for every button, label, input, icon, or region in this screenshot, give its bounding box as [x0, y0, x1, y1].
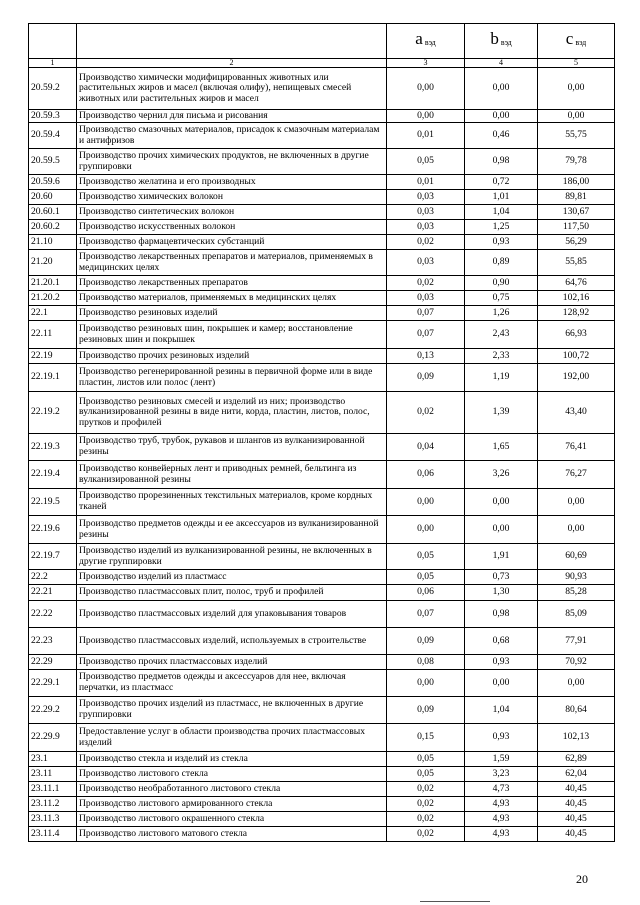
value-a: 0,00 — [387, 110, 465, 123]
row-name: Производство химических волокон — [77, 190, 387, 205]
value-c: 64,76 — [538, 276, 615, 291]
row-code: 23.11 — [29, 767, 77, 782]
value-b: 0,93 — [465, 724, 538, 752]
header-a-letter: a — [415, 28, 423, 48]
value-a: 0,02 — [387, 782, 465, 797]
table-row — [29, 364, 615, 392]
row-name: Производство регенерированной резины в первичной форме или в виде пластин, листов или полос (лент) — [77, 364, 387, 392]
header-c-letter: c — [565, 28, 574, 48]
value-a: 0,02 — [387, 812, 465, 827]
value-a: 0,05 — [387, 767, 465, 782]
value-a: 0,01 — [387, 123, 465, 149]
row-code: 22.19.2 — [29, 392, 77, 434]
value-a: 0,07 — [387, 321, 465, 349]
row-code: 20.59.4 — [29, 123, 77, 149]
row-name: Производство прочих изделий из пластмасс, не включенных в другие группировки — [77, 697, 387, 724]
value-c: 77,91 — [538, 628, 615, 655]
row-name: Производство лекарственных препаратов — [77, 276, 387, 291]
table-row — [29, 276, 615, 291]
row-name: Производство химически модифицированных животных или растительных жиров и масел (включая олифу), непищевых смесей животных или растительных жиров и масел — [77, 68, 387, 110]
value-a: 0,00 — [387, 68, 465, 110]
row-code: 22.23 — [29, 628, 77, 655]
row-name: Производство листового армированного стекла — [77, 797, 387, 812]
value-b: 1,39 — [465, 392, 538, 434]
row-code: 20.59.6 — [29, 175, 77, 190]
value-c: 130,67 — [538, 205, 615, 220]
value-b: 0,73 — [465, 570, 538, 585]
value-b: 0,00 — [465, 489, 538, 516]
value-c: 90,93 — [538, 570, 615, 585]
row-name: Производство прорезиненных текстильных материалов, кроме кордных тканей — [77, 489, 387, 516]
value-a: 0,05 — [387, 752, 465, 767]
value-a: 0,02 — [387, 392, 465, 434]
value-a: 0,02 — [387, 797, 465, 812]
value-a: 0,09 — [387, 628, 465, 655]
value-a: 0,13 — [387, 349, 465, 364]
table-row — [29, 570, 615, 585]
row-code: 21.20.2 — [29, 291, 77, 306]
value-b: 1,19 — [465, 364, 538, 392]
table-row — [29, 190, 615, 205]
header-code-cell — [29, 24, 77, 59]
value-c: 85,28 — [538, 585, 615, 601]
table-row — [29, 697, 615, 724]
value-a: 0,09 — [387, 364, 465, 392]
row-code: 20.60.2 — [29, 220, 77, 235]
row-code: 23.1 — [29, 752, 77, 767]
row-code: 23.11.1 — [29, 782, 77, 797]
table-row — [29, 767, 615, 782]
row-name: Производство предметов одежды и аксессуаров для нее, включая перчатки, из пластмасс — [77, 670, 387, 697]
value-a: 0,00 — [387, 670, 465, 697]
row-code: 20.59.2 — [29, 68, 77, 110]
row-code: 22.11 — [29, 321, 77, 349]
row-code: 22.29 — [29, 655, 77, 670]
row-name: Производство искусственных волокон — [77, 220, 387, 235]
row-name: Производство пластмассовых изделий, используемых в строительстве — [77, 628, 387, 655]
header-a-cell — [387, 24, 465, 59]
value-b: 1,65 — [465, 434, 538, 461]
row-name: Производство конвейерных лент и приводных ремней, бельтинга из вулканизированной резины — [77, 461, 387, 489]
table-row — [29, 516, 615, 544]
value-c: 80,64 — [538, 697, 615, 724]
table-row — [29, 670, 615, 697]
column-index: 4 — [465, 59, 538, 68]
value-a: 0,06 — [387, 585, 465, 601]
value-a: 0,02 — [387, 276, 465, 291]
value-a: 0,07 — [387, 601, 465, 628]
value-b: 0,00 — [465, 110, 538, 123]
value-a: 0,04 — [387, 434, 465, 461]
value-b: 0,75 — [465, 291, 538, 306]
table-row — [29, 724, 615, 752]
row-name: Производство изделий из пластмасс — [77, 570, 387, 585]
row-name: Производство резиновых смесей и изделий из них; производство вулканизированной резины в виде нити, корда, пластин, листов, полос, прутков и профилей — [77, 392, 387, 434]
row-name: Производство желатина и его производных — [77, 175, 387, 190]
value-b: 0,98 — [465, 149, 538, 175]
value-b: 1,91 — [465, 544, 538, 570]
value-a: 0,00 — [387, 489, 465, 516]
value-c: 102,13 — [538, 724, 615, 752]
value-b: 2,33 — [465, 349, 538, 364]
value-a: 0,08 — [387, 655, 465, 670]
value-a: 0,03 — [387, 220, 465, 235]
value-a: 0,02 — [387, 827, 465, 842]
row-code: 22.19.7 — [29, 544, 77, 570]
row-code: 22.19.1 — [29, 364, 77, 392]
value-b: 4,93 — [465, 827, 538, 842]
row-name: Производство листового матового стекла — [77, 827, 387, 842]
value-c: 40,45 — [538, 797, 615, 812]
row-name: Производство синтетических волокон — [77, 205, 387, 220]
row-name: Производство прочих пластмассовых изделий — [77, 655, 387, 670]
value-c: 85,09 — [538, 601, 615, 628]
table-row — [29, 392, 615, 434]
column-index-row — [29, 59, 615, 68]
table-row — [29, 461, 615, 489]
table-row — [29, 349, 615, 364]
value-a: 0,01 — [387, 175, 465, 190]
value-b: 2,43 — [465, 321, 538, 349]
value-b: 4,73 — [465, 782, 538, 797]
value-c: 89,81 — [538, 190, 615, 205]
table-row — [29, 68, 615, 110]
row-name: Производство предметов одежды и ее аксессуаров из вулканизированной резины — [77, 516, 387, 544]
table-row — [29, 812, 615, 827]
header-c-sub: вэд — [575, 37, 587, 47]
row-code: 20.59.5 — [29, 149, 77, 175]
table-row — [29, 321, 615, 349]
table-row — [29, 797, 615, 812]
value-b: 0,00 — [465, 516, 538, 544]
value-b: 1,04 — [465, 205, 538, 220]
header-a-sub: вэд — [424, 37, 436, 47]
row-code: 22.19.4 — [29, 461, 77, 489]
value-c: 40,45 — [538, 782, 615, 797]
value-c: 117,50 — [538, 220, 615, 235]
column-index: 2 — [77, 59, 387, 68]
value-c: 76,41 — [538, 434, 615, 461]
row-name: Производство пластмассовых изделий для упаковывания товаров — [77, 601, 387, 628]
column-index: 5 — [538, 59, 615, 68]
table-row — [29, 628, 615, 655]
value-b: 0,89 — [465, 250, 538, 276]
value-c: 70,92 — [538, 655, 615, 670]
header-b-sub: вэд — [500, 37, 512, 47]
value-b: 4,93 — [465, 812, 538, 827]
row-name: Производство труб, трубок, рукавов и шлангов из вулканизированной резины — [77, 434, 387, 461]
row-name: Производство пластмассовых плит, полос, труб и профилей — [77, 585, 387, 601]
column-index: 3 — [387, 59, 465, 68]
value-a: 0,05 — [387, 544, 465, 570]
value-c: 79,78 — [538, 149, 615, 175]
value-b: 1,26 — [465, 306, 538, 321]
row-name: Производство резиновых изделий — [77, 306, 387, 321]
row-name: Производство лекарственных препаратов и материалов, применяемых в медицинских целях — [77, 250, 387, 276]
value-a: 0,06 — [387, 461, 465, 489]
table-row — [29, 306, 615, 321]
header-b-letter: b — [490, 28, 499, 48]
table-row — [29, 149, 615, 175]
table-row — [29, 544, 615, 570]
row-name: Производство стекла и изделий из стекла — [77, 752, 387, 767]
value-a: 0,07 — [387, 306, 465, 321]
value-c: 62,89 — [538, 752, 615, 767]
row-name: Производство смазочных материалов, присадок к смазочным материалам и антифризов — [77, 123, 387, 149]
header-row — [29, 24, 615, 59]
row-code: 22.29.9 — [29, 724, 77, 752]
value-a: 0,03 — [387, 190, 465, 205]
row-name: Производство прочих химических продуктов, не включенных в другие группировки — [77, 149, 387, 175]
value-b: 1,01 — [465, 190, 538, 205]
row-code: 22.29.1 — [29, 670, 77, 697]
value-b: 1,04 — [465, 697, 538, 724]
row-code: 23.11.3 — [29, 812, 77, 827]
table-row — [29, 250, 615, 276]
header-name-cell — [77, 24, 387, 59]
value-c: 55,75 — [538, 123, 615, 149]
row-code: 22.19 — [29, 349, 77, 364]
value-c: 0,00 — [538, 489, 615, 516]
value-c: 76,27 — [538, 461, 615, 489]
value-c: 192,00 — [538, 364, 615, 392]
row-code: 23.11.2 — [29, 797, 77, 812]
table-row — [29, 489, 615, 516]
value-b: 3,23 — [465, 767, 538, 782]
row-code: 23.11.4 — [29, 827, 77, 842]
value-b: 1,30 — [465, 585, 538, 601]
value-c: 186,00 — [538, 175, 615, 190]
value-c: 55,85 — [538, 250, 615, 276]
row-code: 22.21 — [29, 585, 77, 601]
table-row — [29, 434, 615, 461]
value-b: 0,98 — [465, 601, 538, 628]
value-b: 0,46 — [465, 123, 538, 149]
value-a: 0,05 — [387, 149, 465, 175]
value-a: 0,15 — [387, 724, 465, 752]
row-name: Производство материалов, применяемых в медицинских целях — [77, 291, 387, 306]
row-code: 21.10 — [29, 235, 77, 250]
value-b: 0,00 — [465, 670, 538, 697]
value-b: 1,25 — [465, 220, 538, 235]
row-name: Производство листового стекла — [77, 767, 387, 782]
table-row — [29, 827, 615, 842]
row-code: 22.22 — [29, 601, 77, 628]
value-c: 43,40 — [538, 392, 615, 434]
value-a: 0,00 — [387, 516, 465, 544]
value-b: 0,68 — [465, 628, 538, 655]
row-code: 22.29.2 — [29, 697, 77, 724]
value-c: 40,45 — [538, 827, 615, 842]
value-a: 0,03 — [387, 205, 465, 220]
value-c: 56,29 — [538, 235, 615, 250]
value-b: 1,59 — [465, 752, 538, 767]
row-name: Производство прочих резиновых изделий — [77, 349, 387, 364]
value-c: 66,93 — [538, 321, 615, 349]
value-a: 0,03 — [387, 250, 465, 276]
value-b: 0,93 — [465, 235, 538, 250]
row-name: Производство необработанного листового стекла — [77, 782, 387, 797]
table-row — [29, 291, 615, 306]
coefficients-table — [28, 23, 615, 842]
row-code: 21.20.1 — [29, 276, 77, 291]
row-code: 20.59.3 — [29, 110, 77, 123]
row-code: 21.20 — [29, 250, 77, 276]
row-code: 20.60 — [29, 190, 77, 205]
table-row — [29, 235, 615, 250]
value-a: 0,05 — [387, 570, 465, 585]
header-b-cell — [465, 24, 538, 59]
value-c: 128,92 — [538, 306, 615, 321]
table-row — [29, 175, 615, 190]
value-a: 0,09 — [387, 697, 465, 724]
table-row — [29, 782, 615, 797]
table-row — [29, 123, 615, 149]
header-c-cell — [538, 24, 615, 59]
value-a: 0,03 — [387, 291, 465, 306]
value-b: 0,72 — [465, 175, 538, 190]
value-b: 0,93 — [465, 655, 538, 670]
row-name: Производство резиновых шин, покрышек и камер; восстановление резиновых шин и покрышек — [77, 321, 387, 349]
value-c: 0,00 — [538, 110, 615, 123]
value-c: 102,16 — [538, 291, 615, 306]
row-name: Производство фармацевтических субстанций — [77, 235, 387, 250]
table-row — [29, 752, 615, 767]
value-c: 0,00 — [538, 516, 615, 544]
table-row — [29, 655, 615, 670]
value-c: 62,04 — [538, 767, 615, 782]
table-row — [29, 110, 615, 123]
value-c: 0,00 — [538, 670, 615, 697]
value-b: 0,90 — [465, 276, 538, 291]
value-c: 0,00 — [538, 68, 615, 110]
table-row — [29, 601, 615, 628]
row-code: 22.19.6 — [29, 516, 77, 544]
value-c: 60,69 — [538, 544, 615, 570]
row-name: Предоставление услуг в области производства прочих пластмассовых изделий — [77, 724, 387, 752]
row-name: Производство чернил для письма и рисования — [77, 110, 387, 123]
column-index: 1 — [29, 59, 77, 68]
row-code: 22.2 — [29, 570, 77, 585]
value-b: 4,93 — [465, 797, 538, 812]
table-row — [29, 220, 615, 235]
row-name: Производство листового окрашенного стекла — [77, 812, 387, 827]
value-c: 100,72 — [538, 349, 615, 364]
value-c: 40,45 — [538, 812, 615, 827]
row-code: 22.19.5 — [29, 489, 77, 516]
table-row — [29, 205, 615, 220]
row-code: 22.19.3 — [29, 434, 77, 461]
row-name: Производство изделий из вулканизированной резины, не включенных в другие группировки — [77, 544, 387, 570]
row-code: 20.60.1 — [29, 205, 77, 220]
bottom-stroke — [420, 901, 490, 902]
value-a: 0,02 — [387, 235, 465, 250]
row-code: 22.1 — [29, 306, 77, 321]
value-b: 3,26 — [465, 461, 538, 489]
table-row — [29, 585, 615, 601]
page-number: 20 — [576, 872, 588, 886]
value-b: 0,00 — [465, 68, 538, 110]
